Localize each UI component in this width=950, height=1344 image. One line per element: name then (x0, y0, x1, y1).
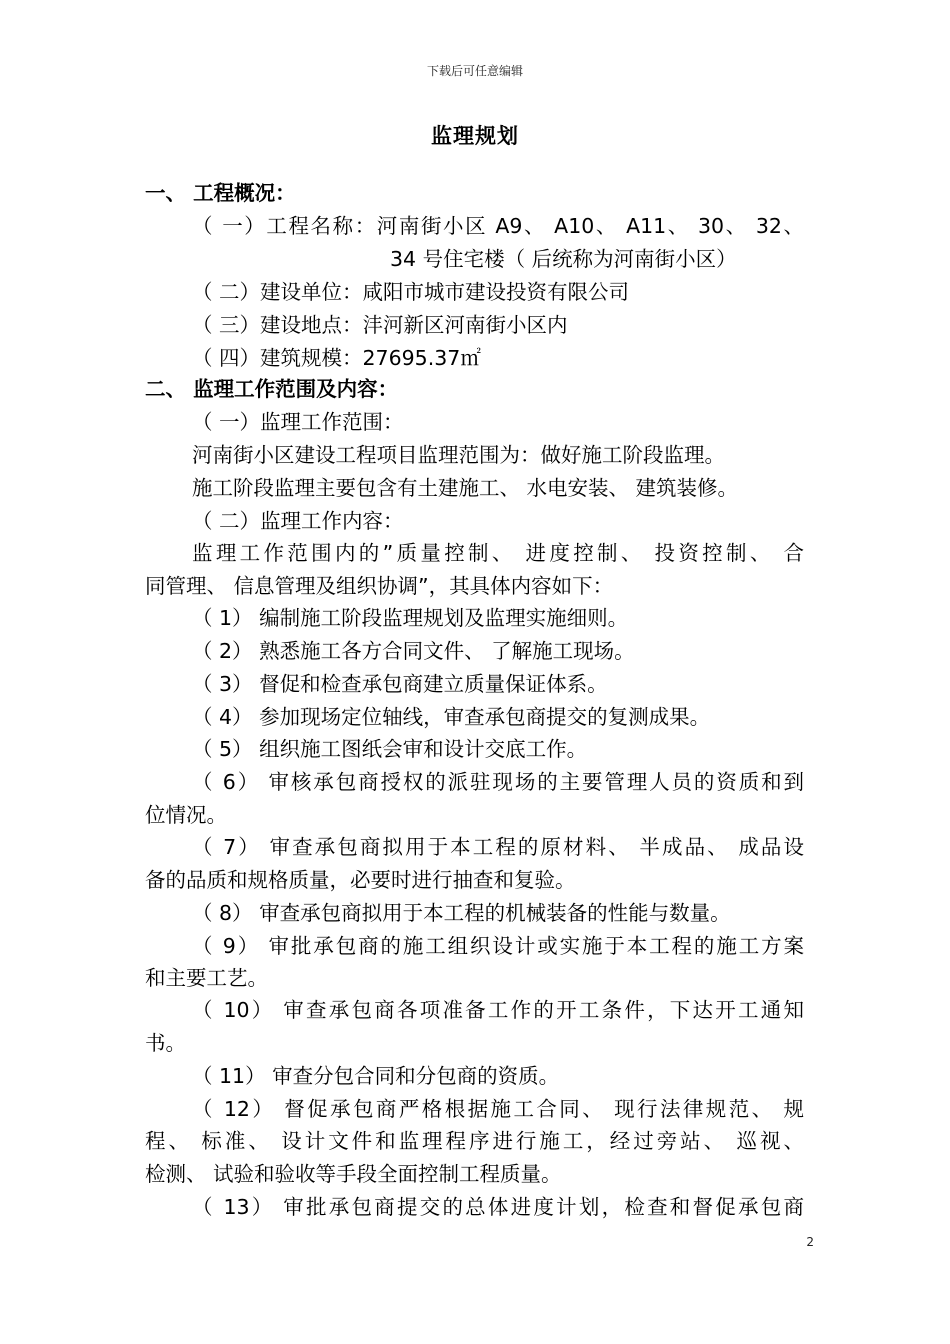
list-item: （ 8） 审查承包商拟用于本工程的机械装备的性能与数量。 (192, 901, 731, 925)
list-item: （ 7） 审查承包商拟用于本工程的原材料、 半成品、 成品设 (192, 835, 804, 859)
construction-unit-line: （ 二）建设单位：咸阳市城市建设投资有限公司 (192, 280, 630, 304)
list-item: （ 4） 参加现场定位轴线，审查承包商提交的复测成果。 (192, 705, 711, 729)
header-note: 下载后可任意编辑 (426, 64, 523, 78)
scope-subheading: （ 一）监理工作范围： (192, 410, 404, 434)
list-item-continuation: 书。 (145, 1031, 186, 1055)
list-item-continuation: 备的品质和规格质量，必要时进行抽查和复验。 (145, 868, 576, 892)
list-item: （ 2） 熟悉施工各方合同文件、 了解施工现场。 (192, 639, 635, 663)
list-item: （ 10） 审查承包商各项准备工作的开工条件，下达开工通知 (192, 998, 804, 1022)
list-item: （ 5） 组织施工图纸会审和设计交底工作。 (192, 737, 588, 761)
project-name-line: （ 一）工程名称：河南街小区 A9、 A10、 A11、 30、 32、 (192, 214, 804, 238)
list-item-continuation: 位情况。 (145, 803, 227, 827)
content-subheading: （ 二）监理工作内容： (192, 509, 404, 533)
list-item: （ 12） 督促承包商严格根据施工合同、 现行法律规范、 规 (192, 1097, 804, 1121)
list-item-continuation: 和主要工艺。 (145, 966, 268, 990)
page-number: 2 (806, 1235, 814, 1249)
content-intro-line-2: 同管理、 信息管理及组织协调”，其具体内容如下： (145, 574, 614, 598)
list-item: （ 11） 审查分包合同和分包商的资质。 (192, 1064, 560, 1088)
list-item: （ 9） 审批承包商的施工组织设计或实施于本工程的施工方案 (192, 934, 804, 958)
list-item: （ 3） 督促和检查承包商建立质量保证体系。 (192, 672, 608, 696)
section-heading-overview: 一、 工程概况： (145, 181, 296, 205)
document-title: 监理规划 (431, 124, 519, 148)
list-item-continuation: 检测、 试验和验收等手段全面控制工程质量。 (145, 1162, 562, 1186)
list-item: （ 13） 审批承包商提交的总体进度计划，检查和督促承包商 (192, 1195, 804, 1219)
list-item: （ 6） 审核承包商授权的派驻现场的主要管理人员的资质和到 (192, 770, 804, 794)
construction-site-line: （ 三）建设地点：沣河新区河南街小区内 (192, 313, 568, 337)
list-item-continuation: 程、 标准、 设计文件和监理程序进行施工，经过旁站、 巡视、 (145, 1129, 804, 1153)
list-item: （ 1） 编制施工阶段监理规划及监理实施细则。 (192, 606, 629, 630)
project-name-continuation: 34 号住宅楼（ 后统称为河南街小区） (390, 247, 737, 271)
content-intro-line-1: 监理工作范围内的”质量控制、 进度控制、 投资控制、 合 (192, 541, 804, 565)
scope-paragraph-1: 河南街小区建设工程项目监理范围为：做好施工阶段监理。 (192, 443, 725, 467)
building-scale-line: （ 四）建筑规模：27695.37㎡ (192, 346, 481, 370)
section-heading-scope: 二、 监理工作范围及内容： (145, 377, 399, 401)
scope-paragraph-2: 施工阶段监理主要包含有土建施工、 水电安装、 建筑装修。 (192, 476, 739, 500)
